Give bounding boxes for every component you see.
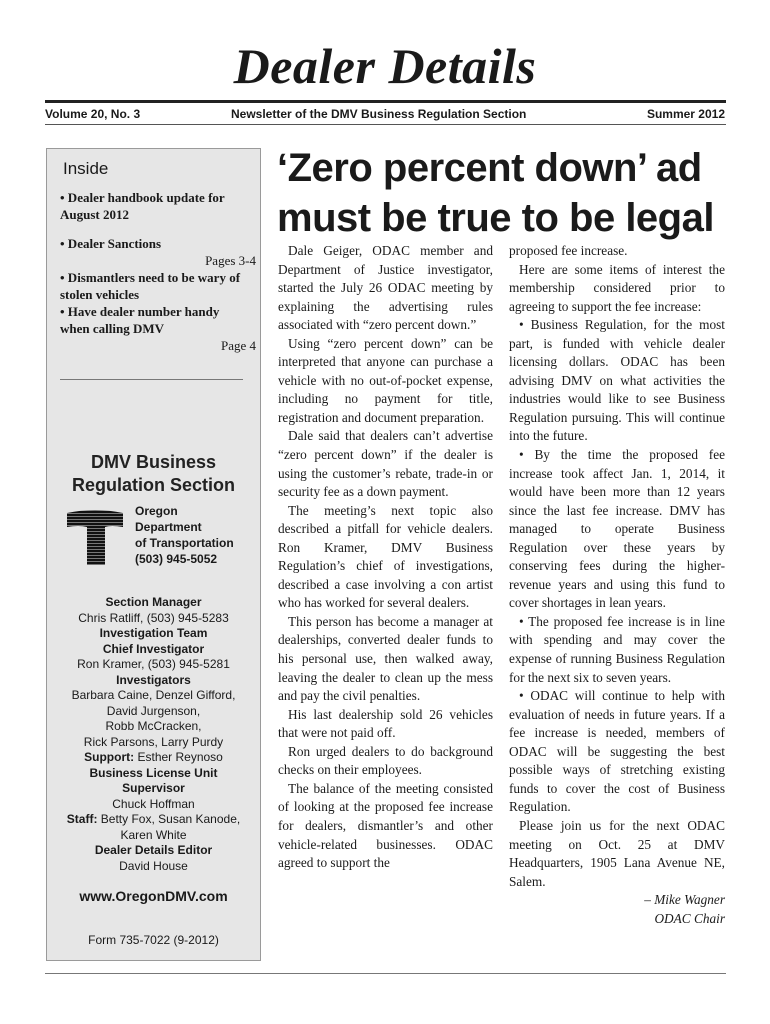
inside-item-text: • Dealer handbook update for August 2012 <box>60 190 225 222</box>
inside-item-text: • Have dealer number handy when calling DMV <box>60 304 220 336</box>
staff-name: Esther Reynoso <box>134 750 223 764</box>
article-paragraph: proposed fee increase. <box>509 243 628 258</box>
staff-name: Betty Fox, Susan Kanode, <box>97 812 241 826</box>
article-paragraph: • ODAC will continue to help with evaluation of needs in future years. If a fee increase is needed, members of ODAC will be suggesting the best possible ways of stretching existing funds to cover the cost of Business Regulation. <box>509 688 725 815</box>
staff-name: Ron Kramer, (503) 945-5281 <box>77 657 230 671</box>
article-paragraph: • By the time the proposed fee increase took affect Jan. 1, 2014, it would have been more than 12 years since the last fee increase. DMV has managed to operate Business Regulation over these years by conserving fees during the higher-revenue years and using this fund to cover shortages in lean years. <box>509 447 725 611</box>
staff-role: Investigators <box>116 672 191 687</box>
inside-item <box>60 189 250 223</box>
article-paragraph: • Business Regulation, for the most part, is funded with vehicle dealer licensing dollars. ODAC has been advising DMV on what activities the industries would like to see Business Regulation pursuing. This will continue into the future. <box>509 317 725 444</box>
footer-rule <box>45 973 726 974</box>
inside-item <box>60 269 250 303</box>
staff-name: Rick Parsons, Larry Purdy <box>83 734 224 749</box>
inside-list <box>60 189 256 354</box>
staff-role: Section Manager <box>105 595 202 609</box>
inside-heading: Inside <box>63 159 109 178</box>
article-paragraph: • The proposed fee increase is in line with spending and may cover the expense of running Business Regulation for the next six to seven years. <box>509 613 725 685</box>
inside-item <box>60 235 256 269</box>
inside-item <box>60 303 256 354</box>
article-paragraph: Please join us for the next ODAC meeting on Oct. 25 at DMV Headquarters, 1905 Lana Avenue NE, Salem. <box>509 817 725 889</box>
newsletter-masthead: Dealer Details <box>233 38 537 94</box>
signature-name: – Mike Wagner <box>644 892 725 908</box>
article-paragraph: Ron urged dealers to do background checks on their employees. <box>278 743 493 778</box>
staff-name: Chuck Hoffman <box>112 796 195 811</box>
volume-label: Volume 20, No. 3 <box>45 107 141 121</box>
inside-item-text: • Dismantlers need to be wary of stolen vehicles <box>60 270 241 302</box>
article-paragraph: Using “zero percent down” can be interpreted that anyone can purchase a vehicle with no out-of-pocket expense, including no payment for title, registration and document preparation. <box>278 335 493 425</box>
staff-name: Robb McCracken, <box>105 719 202 733</box>
article-paragraph: The balance of the meeting consisted of looking at the proposed fee increase for dealers, dismantler’s and other vehicle-related businesses. ODAC agreed to support the <box>278 780 493 871</box>
section-title: DMV Business Regulation Section <box>71 452 235 495</box>
article-column-1 <box>278 242 493 873</box>
staff-role: Supervisor <box>122 781 185 795</box>
staff-name: Barbara Caine, Denzel Gifford, <box>71 688 236 702</box>
inside-item-page: Page 4 <box>220 338 256 353</box>
season-label: Summer 2012 <box>646 107 725 121</box>
signature-title: ODAC Chair <box>654 910 725 926</box>
sidebar <box>46 148 261 961</box>
article-column-2 <box>509 242 725 928</box>
staff-role: Investigation Team <box>99 626 208 640</box>
article-paragraph: Dale Geiger, ODAC member and Department of Justice investigator, started the July 26 ODAC meeting by explaining the advertising rules associated with “zero percent down.” <box>278 243 493 333</box>
odot-line: of Transportation <box>135 536 234 550</box>
info-bar-rule <box>45 124 726 125</box>
staff-directory <box>47 595 260 874</box>
masthead-rule <box>45 100 726 103</box>
issue-info-bar <box>45 107 725 123</box>
newsletter-subtitle: Newsletter of the DMV Business Regulation Section <box>231 107 527 121</box>
staff-name: Chris Ratliff, (503) 945-5283 <box>78 610 229 625</box>
staff-role: Staff: <box>66 812 98 826</box>
odot-logo-icon <box>65 509 125 567</box>
article-paragraph: The meeting’s next topic also described a pitfall for vehicle dealers. Ron Kramer, DMV Business Regulation’s chief of investigations, described a case involving a con artist who has worked for several dealers. <box>278 502 493 611</box>
inside-item-page: Pages 3-4 <box>205 253 256 268</box>
odot-line: Oregon <box>135 504 178 518</box>
website-link[interactable]: www.OregonDMV.com <box>79 888 228 904</box>
odot-line: Department <box>135 520 202 534</box>
support-line <box>47 750 260 766</box>
sidebar-divider <box>60 379 243 380</box>
staff-role: Dealer Details Editor <box>94 843 213 857</box>
staff-role: Business License Unit <box>89 765 218 780</box>
article-paragraph: Here are some items of interest the membership considered prior to agreeing to support the fee increase: <box>509 261 725 314</box>
form-number: Form 735-7022 (9-2012) <box>88 933 219 947</box>
article-paragraph: This person has become a manager at dealerships, converted dealer funds to his personal use, then walked away, leaving the dealer to clean up the mess and pay the civil penalties. <box>278 613 493 704</box>
staff-line <box>47 812 260 828</box>
odot-contact <box>135 503 234 567</box>
staff-name: David Jurgenson, <box>106 703 201 718</box>
inside-item-text: • Dealer Sanctions <box>60 236 162 251</box>
staff-name: Karen White <box>120 827 187 842</box>
odot-phone: (503) 945-5052 <box>135 552 218 566</box>
article-paragraph: Dale said that dealers can’t advertise “zero percent down” if the dealer is using the customer’s rebate, trade-in or security fee as a down payment. <box>278 428 493 500</box>
staff-role: Support: <box>84 750 135 764</box>
article-headline: ‘Zero percent down’ ad must be true to be legal <box>277 146 714 240</box>
article-paragraph: His last dealership sold 26 vehicles that were not paid off. <box>278 706 493 741</box>
staff-name: David House <box>119 858 188 873</box>
staff-role: Chief Investigator <box>102 641 205 656</box>
